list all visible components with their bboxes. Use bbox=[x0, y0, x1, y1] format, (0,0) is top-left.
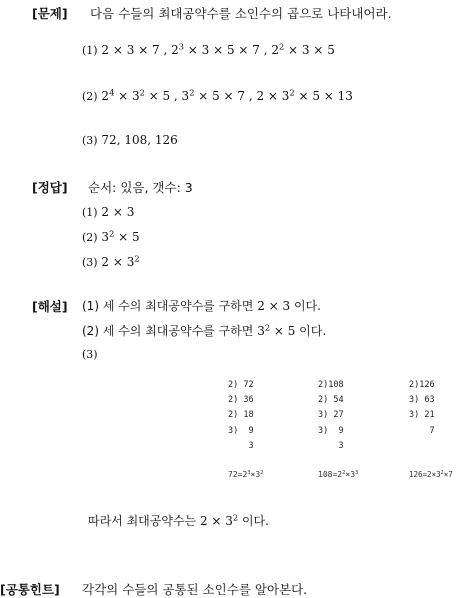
division-72 bbox=[228, 378, 254, 454]
division-108 bbox=[318, 378, 344, 454]
solution-line-1 bbox=[82, 297, 321, 314]
problem-item-2-num: (2) bbox=[82, 90, 98, 103]
division-72-step-1: 2) 72 bbox=[228, 380, 254, 390]
answer-item-3 bbox=[82, 255, 140, 269]
problem-item-2 bbox=[82, 89, 353, 103]
division-126-step-2: 3) 63 bbox=[409, 395, 435, 406]
answer-tag: [정답] bbox=[32, 180, 68, 195]
factorization-108: $108=2^2\times 3^3$ bbox=[318, 470, 359, 479]
hint-text: 각각의 수들의 공통된 소인수를 알아본다. bbox=[82, 582, 308, 597]
division-72-step-4: 3) 9 bbox=[228, 425, 254, 436]
problem-item-3-math: 72, 108, 126 bbox=[101, 133, 178, 147]
answer-item-2 bbox=[82, 230, 140, 244]
problem-item-2-math: $2^4 \times 3^2 \times 5$ , $3^2 \times 5 \times 7$ , $2 \times 3^2 \times 5 \times 13$ bbox=[101, 87, 353, 103]
division-72-step-2: 2) 36 bbox=[228, 395, 254, 406]
division-108-step-3: 3) 27 bbox=[318, 410, 344, 421]
answer-item-1-num: (1) bbox=[82, 206, 98, 219]
solution-line-2-prefix: (2) 세 수의 최대공약수를 구하면 bbox=[82, 324, 258, 338]
answer-item-2-math: $3^2 \times 5$ bbox=[101, 228, 140, 244]
division-126-step-1: 2)126 bbox=[409, 380, 435, 390]
factorization-126: $126=2\times 3^2\times 7$ bbox=[409, 470, 453, 479]
solution-line-2-math: $3^2 \times 5$ bbox=[257, 322, 296, 338]
solution-conclusion-prefix: 따라서 최대공약수는 bbox=[88, 514, 200, 528]
division-126-step-3: 3) 21 bbox=[409, 410, 435, 421]
problem-item-1 bbox=[82, 43, 335, 57]
division-72-quotient: 3 bbox=[228, 440, 254, 451]
solution-tag: [해설] bbox=[32, 299, 68, 314]
problem-item-1-num: (1) bbox=[82, 44, 98, 57]
answer-header: 순서: 있음, 갯수: 3 bbox=[88, 180, 193, 195]
division-108-step-2: 2) 54 bbox=[318, 395, 344, 406]
solution-line-1-prefix: (1) 세 수의 최대공약수를 구하면 bbox=[82, 299, 258, 313]
hint-tag: [공통힌트] bbox=[0, 582, 60, 597]
division-108-step-1: 2)108 bbox=[318, 380, 344, 390]
solution-line-2-suffix: 이다. bbox=[295, 324, 327, 338]
division-126 bbox=[409, 378, 435, 439]
problem-item-3 bbox=[82, 133, 178, 147]
answer-item-1-math: 2 × 3 bbox=[101, 205, 135, 219]
solution-line-1-math: 2 × 3 bbox=[257, 299, 291, 313]
solution-conclusion-math: $2 \times 3^2$ bbox=[199, 512, 239, 528]
problem-item-3-num: (3) bbox=[82, 134, 98, 147]
solution-line-3: (3) bbox=[82, 348, 98, 361]
problem-tag: [문제] bbox=[32, 6, 68, 21]
solution-line-1-suffix: 이다. bbox=[290, 299, 321, 313]
solution-conclusion-suffix: 이다. bbox=[238, 514, 269, 528]
problem-item-1-math: 2 × 3 × 7 , $2^3 \times 3 \times 5 \times 7$ , $2^2 \times 3 \times 5$ bbox=[101, 41, 335, 57]
answer-item-3-math: $2 \times 3^2$ bbox=[101, 253, 140, 269]
factorization-72: $72=2^3\times 3^2$ bbox=[228, 470, 264, 479]
division-108-step-4: 3) 9 bbox=[318, 425, 344, 436]
answer-item-2-num: (2) bbox=[82, 231, 98, 244]
division-126-quotient: 7 bbox=[409, 425, 435, 436]
solution-conclusion bbox=[88, 512, 269, 529]
division-72-step-3: 2) 18 bbox=[228, 410, 254, 421]
solution-line-2 bbox=[82, 322, 326, 339]
problem-text: 다음 수들의 최대공약수를 소인수의 곱으로 나타내어라. bbox=[90, 6, 392, 21]
answer-item-3-num: (3) bbox=[82, 256, 98, 269]
answer-item-1 bbox=[82, 205, 134, 219]
division-108-quotient: 3 bbox=[318, 440, 344, 451]
